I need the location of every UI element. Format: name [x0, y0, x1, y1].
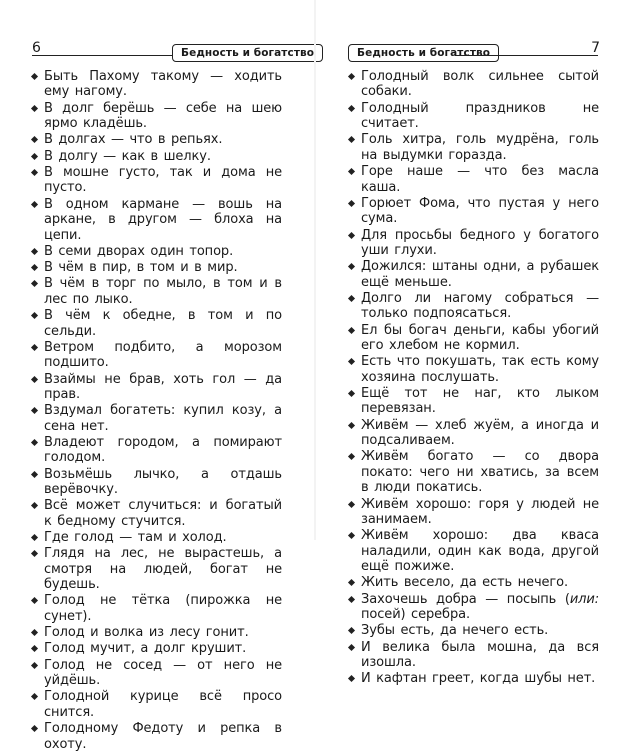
bullet-icon — [348, 136, 355, 143]
proverb-item — [44, 546, 282, 592]
proverb-item — [361, 132, 599, 163]
page-header — [348, 40, 598, 60]
proverb-item — [361, 386, 599, 417]
bullet-icon — [348, 358, 355, 365]
bullet-icon — [348, 390, 355, 397]
proverb-item — [44, 69, 282, 100]
proverb-text: В долгу — как в шелку. — [44, 148, 211, 164]
proverb-item — [361, 291, 599, 322]
bullet-icon — [348, 596, 355, 603]
proverb-item — [44, 197, 282, 243]
proverb-item — [361, 497, 599, 528]
bullet-icon — [31, 105, 38, 112]
bullet-icon — [348, 73, 355, 80]
page-header — [32, 40, 315, 60]
bullet-icon — [348, 200, 355, 207]
bullet-icon — [348, 422, 355, 429]
proverb-text: Голод не сосед — от него не уйдёшь. — [44, 657, 282, 689]
bullet-icon — [348, 168, 355, 175]
proverb-text: Есть что покушать, так есть кому хозяина послушать. — [361, 354, 599, 385]
proverb-item — [361, 164, 599, 195]
proverb-list — [361, 69, 599, 688]
bullet-icon — [31, 375, 38, 382]
proverb-item — [361, 196, 599, 227]
bullet-icon — [31, 597, 38, 604]
proverb-text: Горе наше — что без масла каша. — [361, 164, 599, 195]
bullet-icon — [348, 532, 355, 539]
bullet-icon — [31, 312, 38, 319]
proverb-item — [44, 435, 282, 466]
proverb-text: Ветром подбито, а морозом подшито. — [44, 339, 282, 371]
proverb-text: Голодной курице всё просо снится. — [44, 689, 282, 720]
proverb-text: Ел бы богач деньги, кабы убогий его хлебом не кормил. — [361, 322, 599, 354]
bullet-icon — [31, 662, 38, 669]
proverb-text: Голод мучит, а долг крушит. — [44, 641, 247, 657]
bullet-icon — [31, 280, 38, 287]
proverb-text: Голодный волк сильнее сытой собаки. — [361, 69, 599, 100]
proverb-text: Всё может случиться: и богатый к бедному стучится. — [44, 498, 282, 529]
bullet-icon — [348, 231, 355, 238]
proverb-item — [361, 69, 599, 100]
proverb-item — [44, 244, 282, 259]
bullet-icon — [348, 105, 355, 112]
proverb-text: Дожился: штаны одни, а рубашек ещё меньше. — [361, 259, 599, 290]
proverb-variant-note: или: — [569, 591, 599, 607]
proverb-item — [44, 658, 282, 689]
bullet-icon — [348, 453, 355, 460]
bullet-icon — [348, 263, 355, 270]
proverb-item — [44, 372, 282, 403]
proverb-item — [361, 592, 599, 623]
proverb-list — [44, 69, 282, 753]
proverb-text: Долго ли нагому собраться — только подпоясаться. — [361, 290, 599, 322]
bullet-icon — [31, 407, 38, 414]
proverb-text: Живём хорошо: горя у людей не занимаем. — [361, 496, 599, 527]
bullet-icon — [31, 344, 38, 351]
proverb-text: Для просьбы бедного у богатого уши глухи. — [361, 227, 599, 258]
proverb-item — [44, 403, 282, 434]
proverb-item — [361, 323, 599, 354]
proverb-item — [44, 149, 282, 164]
proverb-item — [361, 528, 599, 574]
proverb-text: Голодный праздников не считает. — [361, 100, 599, 132]
proverb-text: Живём богато — со двора покато: чего ни хватись, за всем в люди покатись. — [361, 449, 599, 496]
section-title-box: Бедность и богатство — [348, 44, 499, 62]
proverb-item — [361, 228, 599, 259]
proverb-text: В чём в пир, в том и в мир. — [44, 260, 238, 276]
proverb-item — [44, 721, 282, 752]
proverb-text: Голь хитра, голь мудрёна, голь на выдумки горазда. — [361, 132, 599, 163]
proverb-text: В семи дворах один топор. — [44, 243, 234, 259]
section-title-box: Бедность и богатство — [172, 44, 323, 62]
left-page — [0, 0, 315, 752]
proverb-item — [361, 623, 599, 638]
bullet-icon — [31, 73, 38, 80]
proverb-text: Горюет Фома, что пустая у него сума. — [361, 195, 599, 227]
proverb-item — [361, 259, 599, 290]
proverb-item — [44, 308, 282, 339]
proverb-text: Зубы есть, да нечего есть. — [361, 623, 549, 639]
proverb-item — [361, 418, 599, 449]
proverb-text: В долгах — что в репьях. — [44, 132, 223, 148]
proverb-item — [44, 689, 282, 720]
bullet-icon — [31, 201, 38, 208]
page-number: 7 — [591, 40, 600, 56]
proverb-item — [44, 276, 282, 307]
proverb-text: Живём хорошо: два кваса наладили, один как вода, другой ещё пожиже. — [361, 528, 599, 575]
proverb-item — [361, 575, 599, 590]
proverb-item — [44, 340, 282, 371]
bullet-icon — [348, 579, 355, 586]
proverb-text: Взаймы не брав, хоть гол — да прав. — [44, 371, 282, 402]
proverb-text: В чём в торг по мыло, в том и в лес по лыко. — [44, 276, 282, 307]
proverb-item — [44, 593, 282, 624]
proverb-text: Ещё тот не наг, кто лыком перевязан. — [361, 386, 599, 417]
page-number: 6 — [32, 40, 41, 56]
proverb-text: Живём — хлеб жуём, а иногда и подсаливаем. — [361, 417, 599, 449]
proverb-item — [361, 101, 599, 132]
bullet-icon — [31, 645, 38, 652]
proverb-item — [44, 132, 282, 147]
proverb-text: И кафтан греет, когда шубы нет. — [361, 671, 596, 687]
proverb-text: Голодному Федоту и репка в охоту. — [44, 721, 282, 752]
bullet-icon — [31, 534, 38, 541]
right-page — [315, 0, 630, 687]
proverb-text: Вздумал богатеть: купил козу, а сена нет. — [44, 403, 282, 434]
bullet-icon — [348, 327, 355, 334]
header-rule — [456, 55, 598, 56]
proverb-item — [361, 640, 599, 671]
proverb-text: И велика была мошна, да вся изошла. — [361, 639, 599, 671]
proverb-text: В одном кармане — вошь на аркане, в другом — блоха на цепи. — [44, 196, 282, 243]
proverb-item — [44, 641, 282, 656]
bullet-icon — [31, 693, 38, 700]
proverb-item — [361, 671, 599, 686]
bullet-icon — [31, 471, 38, 478]
bullet-icon — [31, 169, 38, 176]
bullet-icon — [348, 675, 355, 682]
proverb-item — [44, 625, 282, 640]
proverb-item — [44, 165, 282, 196]
bullet-icon — [31, 725, 38, 732]
proverb-text: Возьмёшь лычко, а отдашь верёвочку. — [44, 466, 282, 498]
bullet-icon — [348, 627, 355, 634]
bullet-icon — [348, 644, 355, 651]
proverb-text: посей) серебра. — [361, 607, 471, 623]
bullet-icon — [31, 439, 38, 446]
proverb-text: Глядя на лес, не вырастешь, а смотря на людей, богат не будешь. — [44, 546, 282, 593]
bullet-icon — [348, 501, 355, 508]
bullet-icon — [31, 248, 38, 255]
proverb-item — [361, 449, 599, 495]
bullet-icon — [31, 629, 38, 636]
bullet-icon — [31, 264, 38, 271]
proverb-text: В долг берёшь — себе на шею ярмо кладёшь. — [44, 100, 282, 132]
proverb-text: Владеют городом, а помирают голодом. — [44, 434, 282, 466]
bullet-icon — [31, 502, 38, 509]
proverb-text: Голод и волка из лесу гонит. — [44, 625, 249, 641]
header-rule — [32, 55, 172, 56]
bullet-icon — [31, 136, 38, 143]
proverb-text: Быть Пахому такому — ходить ему нагому. — [44, 69, 282, 100]
proverb-item — [44, 530, 282, 545]
proverb-item — [44, 260, 282, 275]
bullet-icon — [31, 153, 38, 160]
proverb-text: Жить весело, да есть нечего. — [361, 575, 569, 591]
proverb-text: В чём к обедне, в том и по сельди. — [44, 308, 282, 339]
bullet-icon — [348, 295, 355, 302]
proverb-item — [44, 498, 282, 529]
bullet-icon — [31, 550, 38, 557]
proverb-item — [44, 101, 282, 132]
proverb-item — [361, 354, 599, 385]
proverb-text: Захочешь добра — посыпь ( — [361, 591, 570, 607]
proverb-text: В мошне густо, так и дома не пусто. — [44, 165, 282, 196]
proverb-item — [44, 467, 282, 498]
proverb-text: Голод не тётка (пирожка не сунет). — [44, 593, 282, 624]
proverb-text: Где голод — там и холод. — [44, 530, 227, 546]
